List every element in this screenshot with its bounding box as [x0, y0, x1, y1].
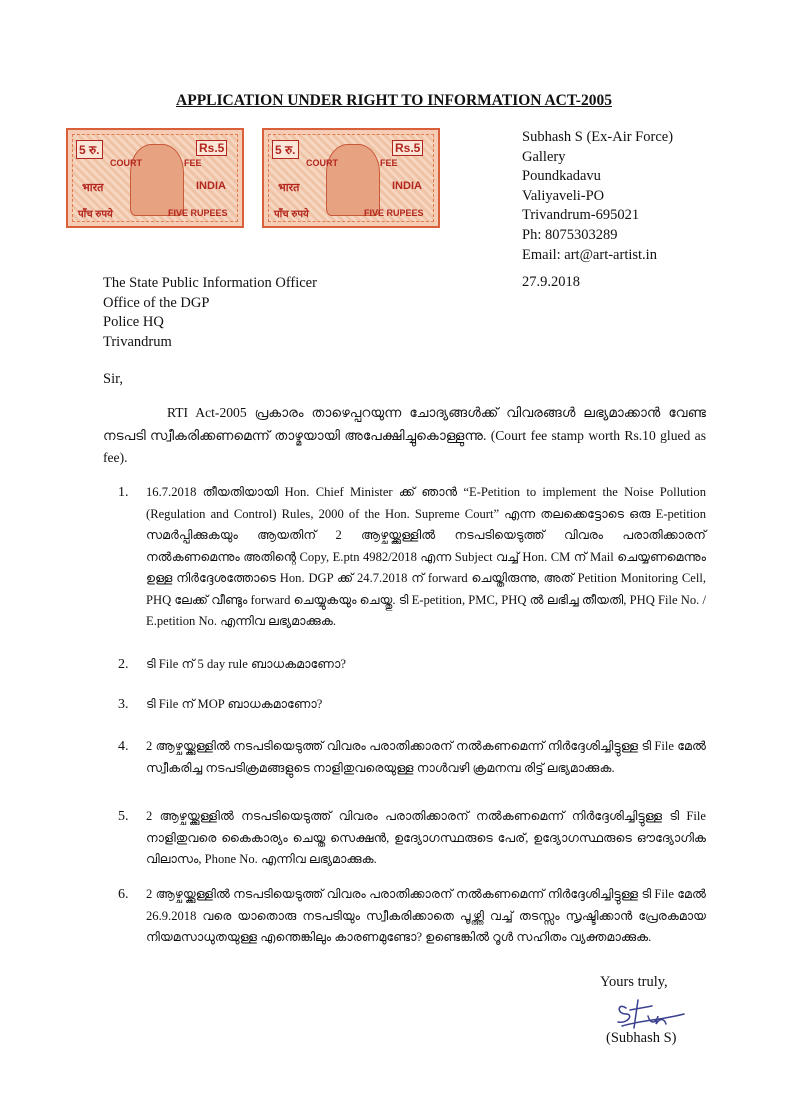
question-text: 2 ആഴ്ചയ്ക്കുള്ളിൽ നടപടിയെടുത്ത് വിവരം പരാതിക്കാരന് നൽകണമെന്ന് നിർദ്ദേശിച്ചിട്ടുള്ള ടി File മേൽ സ്വീകരിച്ച നടപടിക്രമങ്ങളുടെ നാളിതുവരെയുള്ള നാൾവഴി ക്രമനമ്പ രിട്ട് ലഭ്യമാക്കുക.: [146, 739, 706, 775]
stamp-bharat: भारत: [82, 182, 104, 194]
sender-address: [522, 128, 673, 265]
stamp-denomination-rs: Rs.5: [196, 140, 227, 156]
sender-line: Valiyaveli-PO: [522, 187, 605, 204]
stamp-panch-rupaye: पाँच रुपये: [274, 209, 309, 220]
closing: Yours truly,: [600, 974, 668, 990]
question-text: 2 ആഴ്ചയ്ക്കുള്ളിൽ നടപടിയെടുത്ത് വിവരം പരാതിക്കാരന് നൽകണമെന്ന് നിർദ്ദേശിച്ചിട്ടുള്ള ടി File മേൽ 26.9.2018 വരെ യാതൊരു നടപടിയും സ്വീകരിക്കാതെ പൂഴ്ത്തി വച്ച് തടസ്സം സൃഷ്ടിക്കാൻ പ്രേരകമായ നിയമസാധുതയുള്ള എന്തെങ്കിലും കാരണമുണ്ടോ? ഉണ്ടെങ്കിൽ റൂൾ സഹിതം വ്യക്തമാക്കുക.: [146, 887, 706, 944]
stamp-india: INDIA: [196, 180, 226, 192]
court-fee-stamp-left: [66, 128, 244, 228]
stamp-five-rupees: FIVE RUPEES: [168, 208, 228, 218]
stamp-bharat: भारत: [278, 182, 300, 194]
stamp-court: COURT: [306, 158, 338, 168]
sender-line: Poundkadavu: [522, 168, 601, 185]
question-number: 2.: [118, 657, 129, 672]
ashoka-emblem-icon: [130, 144, 184, 216]
stamp-denomination: 5 रु.: [76, 140, 103, 159]
sender-phone: Ph: 8075303289: [522, 226, 618, 243]
sender-line: Trivandrum-695021: [522, 207, 640, 224]
question-text: ടി File ന് 5 day rule ബാധകമാണോ?: [146, 657, 346, 671]
sender-name: Subhash S (Ex-Air Force): [522, 129, 674, 145]
recipient-address: [103, 274, 317, 352]
stamp-panch-rupaye: पाँच रुपये: [78, 209, 113, 220]
stamp-fee: FEE: [380, 158, 398, 168]
recipient-line: Office of the DGP: [103, 294, 210, 311]
stamp-india: INDIA: [392, 180, 422, 192]
sender-email: Email: art@art-artist.in: [522, 246, 657, 263]
question-text: ടി File ന് MOP ബാധകമാണോ?: [146, 697, 323, 711]
question-number: 4.: [118, 739, 129, 754]
question-number: 3.: [118, 697, 129, 712]
document-title: APPLICATION UNDER RIGHT TO INFORMATION ACT-2005: [176, 92, 612, 109]
intro-paragraph: RTI Act-2005 പ്രകാരം താഴെപ്പറയുന്ന ചോദ്യങ്ങൾക്ക് വിവരങ്ങൾ ലഭ്യമാക്കാൻ വേണ്ട നടപടി സ്വീകരിക്കണമെന്ന് താഴ്മയായി അപേക്ഷിച്ചുകൊള്ളുന്നു. (Court fee stamp worth Rs.10 glued as fee).: [103, 405, 706, 465]
stamp-denomination: 5 रु.: [272, 140, 299, 159]
question-number: 1.: [118, 485, 129, 500]
court-fee-stamp-right: [262, 128, 440, 228]
recipient-line: The State Public Information Officer: [103, 275, 317, 291]
question-text: 2 ആഴ്ചയ്ക്കുള്ളിൽ നടപടിയെടുത്ത് വിവരം പരാതിക്കാരന് നൽകണമെന്ന് നിർദ്ദേശിച്ചിട്ടുള്ള ടി File നാളിതുവരെ കൈകാര്യം ചെയ്ത സെക്ഷൻ, ഉദ്യോഗസ്ഥരുടെ പേര്, ഉദ്യോഗസ്ഥരുടെ ഔദ്യോഗിക വിലാസം, Phone No. എന്നിവ ലഭ്യമാക്കുക.: [146, 809, 706, 866]
salutation: Sir,: [103, 371, 123, 387]
recipient-line: Trivandrum: [103, 333, 172, 350]
question-number: 6.: [118, 887, 129, 902]
stamp-five-rupees: FIVE RUPEES: [364, 208, 424, 218]
ashoka-emblem-icon: [326, 144, 380, 216]
sender-line: Gallery: [522, 148, 566, 165]
stamp-denomination-rs: Rs.5: [392, 140, 423, 156]
stamp-court: COURT: [110, 158, 142, 168]
recipient-line: Police HQ: [103, 314, 164, 331]
question-text: 16.7.2018 തീയതിയായി Hon. Chief Minister ക്ക് ഞാൻ “E-Petition to implement the Noise Pollution (Regulation and Control) Rules, 2000 of the Hon. Supreme Court” എന്ന തലക്കെട്ടോടെ ഒരു E-petition സമർപ്പിക്കുകയും ആയതിന് 2 ആഴ്ചയ്ക്കുള്ളിൽ നടപടിയെടുത്ത് വിവരം പരാതിക്കാരന് നൽകണമെന്നും അതിന്റെ Copy, E.ptn 4982/2018 എന്ന Subject വച്ച് Hon. CM ന് Mail ചെയ്യണമെന്നും ഉള്ള നിർദ്ദേശത്തോടെ Hon. DGP ക്ക് 24.7.2018 ന് forward ചെയ്തിരുന്നു, അത് Petition Monitoring Cell, PHQ ലേക്ക് വീണ്ടും forward ചെയ്യുകയും ചെയ്തു. ടി E-petition, PMC, PHQ ൽ ലഭിച്ച തീയതി, PHQ File No. / E.petition No. എന്നിവ ലഭ്യമാക്കുക.: [146, 485, 706, 628]
signatory-name: (Subhash S): [606, 1030, 677, 1046]
handwritten-signature: [612, 994, 692, 1032]
question-number: 5.: [118, 809, 129, 824]
stamp-fee: FEE: [184, 158, 202, 168]
letter-date: 27.9.2018: [522, 274, 580, 290]
